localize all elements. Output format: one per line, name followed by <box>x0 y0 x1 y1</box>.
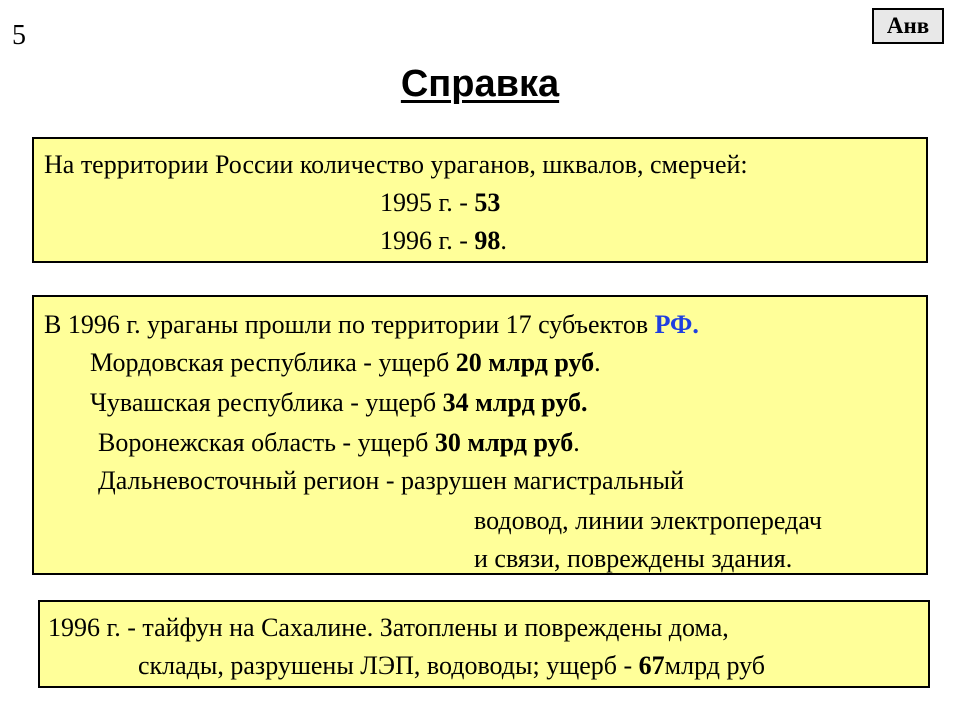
damage-row-mordovia <box>90 343 601 383</box>
year-1996-value: 98 <box>474 226 501 255</box>
typhoon-line2 <box>138 646 765 686</box>
corner-tag-button[interactable]: Анв <box>872 8 944 44</box>
hurricane-intro-rf: РФ. <box>654 310 699 339</box>
storm-count-heading: На территории России количество ураганов, шквалов, смерчей: <box>44 150 748 179</box>
year-1995-value: 53 <box>474 188 501 217</box>
storm-count-1995 <box>380 183 500 223</box>
sakhalin-typhoon-box <box>38 600 930 688</box>
typhoon-line1: 1996 г. - тайфун на Сахалине. Затоплены и повреждены дома, <box>48 613 729 642</box>
damage-row-value: 20 млрд руб <box>455 348 595 377</box>
typhoon-damage-value: 67 <box>638 651 665 680</box>
damage-row-voronezh <box>98 423 580 463</box>
storm-count-box <box>32 137 928 263</box>
damage-row-label: Воронежская область - ущерб <box>98 428 435 457</box>
damage-row-label: Чувашская республика - ущерб <box>90 388 443 417</box>
typhoon-damage-label: склады, разрушены ЛЭП, водоводы; ущерб - <box>138 651 639 680</box>
hurricane-intro <box>44 305 699 345</box>
damage-row-suffix: . <box>594 348 601 377</box>
damage-row-far-east-line2: водовод, линии электропередач <box>474 506 822 535</box>
page-title-text: Справка <box>400 63 560 105</box>
year-1996-label: 1996 г. - <box>380 226 475 255</box>
hurricane-intro-text: В 1996 г. ураганы прошли по территории 17 субъектов <box>44 310 655 339</box>
damage-row-chuvashia <box>90 383 588 423</box>
damage-row-suffix: . <box>573 428 580 457</box>
hurricane-damage-box <box>32 295 928 575</box>
year-1996-suffix: . <box>500 226 507 255</box>
year-1995-label: 1995 г. - <box>380 188 475 217</box>
damage-row-far-east-line1: Дальневосточный регион - разрушен магистральный <box>98 466 684 495</box>
damage-row-value: 30 млрд руб <box>434 428 574 457</box>
damage-row-value: 34 млрд руб. <box>442 388 588 417</box>
typhoon-damage-unit: млрд руб <box>664 651 766 680</box>
damage-row-label: Мордовская республика - ущерб <box>90 348 456 377</box>
slide-number: 5 <box>12 20 26 51</box>
storm-count-1996 <box>380 221 507 261</box>
damage-row-far-east-line3: и связи, повреждены здания. <box>474 544 793 573</box>
page-title <box>0 64 960 106</box>
